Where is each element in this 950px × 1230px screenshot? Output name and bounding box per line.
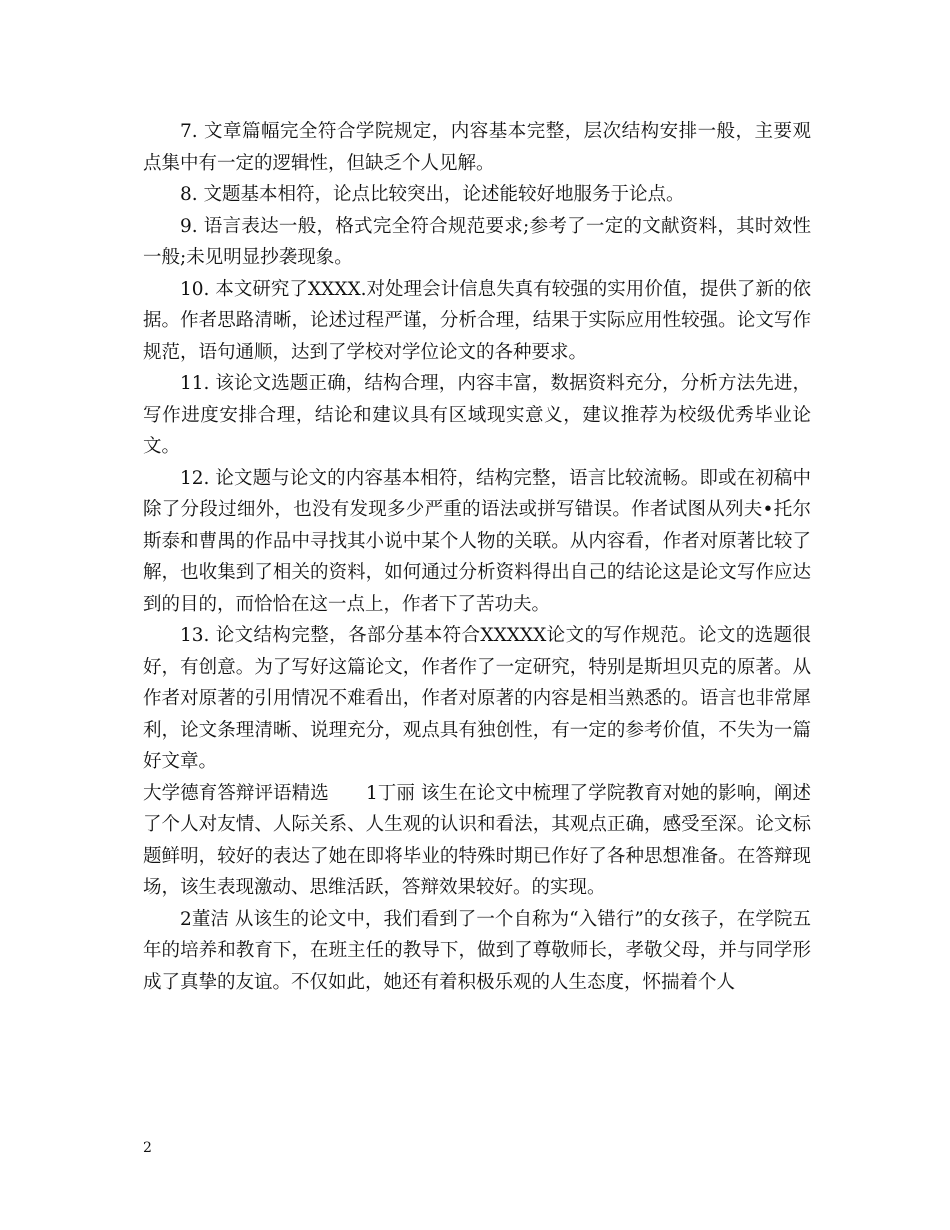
paragraph-7: 7. 文章篇幅完全符合学院规定，内容基本完整，层次结构安排一般，主要观点集中有一定的逻辑性，但缺乏个人见解。 [143, 121, 811, 174]
document-body [143, 116, 811, 998]
paragraph-dongjie: 2董洁 从该生的论文中，我们看到了一个自称为“入错行”的女孩子，在学院五年的培养和教育下，在班主任的教导下，做到了尊敬师长，孝敬父母，并与同学形成了真挚的友谊。不仅如此，她还有着积极乐观的人生态度，怀揣着个人 [143, 908, 811, 993]
paragraph-11: 11. 该论文选题正确，结构合理，内容丰富，数据资料充分，分析方法先进，写作进度安排合理，结论和建议具有区域现实意义，建议推荐为校级优秀毕业论文。 [143, 373, 811, 457]
paragraph-10: 10. 本文研究了XXXX.对处理会计信息失真有较强的实用价值，提供了新的依据。作者思路清晰，论述过程严谨，分析合理，结果于实际应用性较强。论文写作规范，语句通顺，达到了学校对学位论文的各种要求。 [143, 278, 811, 363]
section-heading-paragraph: 大学德育答辩评语精选 1丁丽 该生在论文中梳理了学院教育对她的影响，阐述了个人对友情、人际关系、人生观的认识和看法，其观点正确，感受至深。论文标题鲜明，较好的表达了她在即将毕业的特殊时期已作好了各种思想准备。在答辩现场，该生表现激动、思维活跃，答辩效果较好。的实现。 [143, 782, 811, 898]
paragraph-13: 13. 论文结构完整，各部分基本符合XXXXX论文的写作规范。论文的选题很好，有创意。为了写好这篇论文，作者作了一定研究，特别是斯坦贝克的原著。从作者对原著的引用情况不难看出，作者对原著的内容是相当熟悉的。语言也非常犀利，论文条理清晰、说理充分，观点具有独创性，有一定的参考价值，不失为一篇好文章。 [143, 625, 811, 772]
paragraph-9: 9. 语言表达一般，格式完全符合规范要求;参考了一定的文献资料，其时效性一般;未见明显抄袭现象。 [143, 215, 811, 268]
paragraph-12: 12. 论文题与论文的内容基本相符，结构完整，语言比较流畅。即或在初稿中除了分段过细外，也没有发现多少严重的语法或拼写错误。作者试图从列夫•托尔斯泰和曹禺的作品中寻找其小说中某个人物的关联。从内容看，作者对原著比较了解，也收集到了相关的资料，如何通过分析资料得出自己的结论这是论文写作应达到的目的，而恰恰在这一点上，作者下了苦功夫。 [143, 467, 811, 615]
paragraph-8: 8. 文题基本相符，论点比较突出，论述能较好地服务于论点。 [180, 184, 685, 205]
page-number: 2 [143, 1140, 152, 1156]
